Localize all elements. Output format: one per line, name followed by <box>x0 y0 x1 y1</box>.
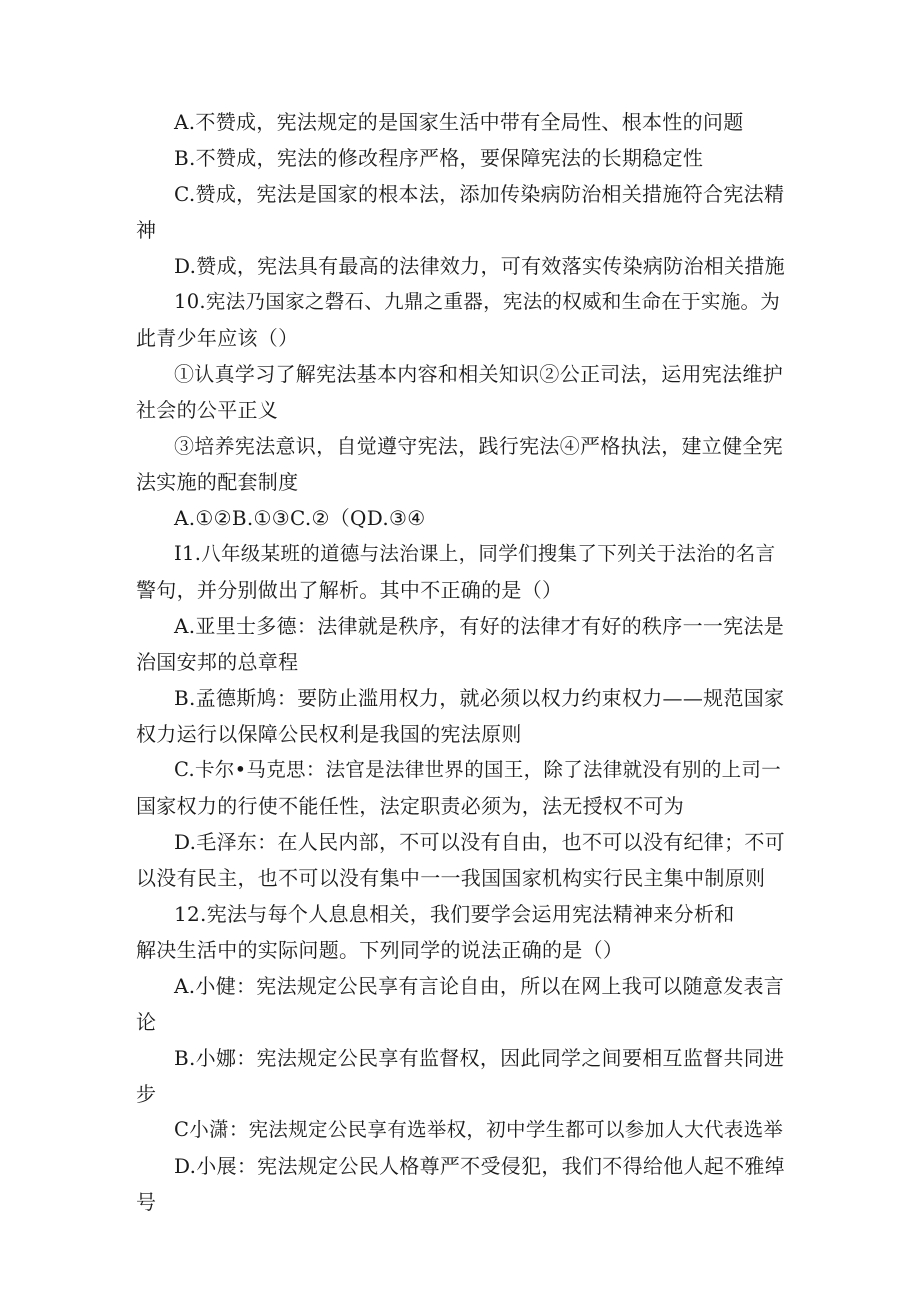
question-10-items-2: ③培养宪法意识，自觉遵守宪法，践行宪法④严格执法，建立健全宪 <box>174 434 783 458</box>
option-12b-cont: 步 <box>136 1082 157 1106</box>
question-10-items-2-cont: 法实施的配套制度 <box>136 470 299 494</box>
option-12d-cont: 号 <box>136 1190 157 1214</box>
question-11-stem: I1.八年级某班的道德与法治课上，同学们搜集了下列关于法治的名言 <box>174 542 776 565</box>
option-11d-cont: 以没有民主，也不可以没有集中一一我国国家机构实行民主集中制原则 <box>136 866 766 890</box>
option-12a: A.小健：宪法规定公民享有言论自由，所以在网上我可以随意发表言 <box>174 974 785 998</box>
question-10-stem-cont: 此青少年应该（） <box>136 326 299 350</box>
option-9a: A.不赞成，宪法规定的是国家生活中带有全局性、根本性的问题 <box>174 110 744 134</box>
question-10-stem: 10.宪法乃国家之磬石、九鼎之重器，宪法的权威和生命在于实施。为 <box>174 290 781 313</box>
option-9b: B.不赞成，宪法的修改程序严格，要保障宪法的长期稳定性 <box>174 146 704 170</box>
option-11b: B.孟德斯鸠：要防止滥用权力，就必须以权力约束权力——规范国家 <box>174 686 785 710</box>
option-12c: C小潇：宪法规定公民享有选举权，初中学生都可以参加人大代表选举 <box>174 1118 784 1141</box>
option-11b-cont: 权力运行以保障公民权利是我国的宪法原则 <box>136 722 522 746</box>
question-12-stem-cont: 解决生活中的实际问题。下列同学的说法正确的是（） <box>136 938 624 962</box>
option-9c: C.赞成，宪法是国家的根本法，添加传染病防治相关措施符合宪法精 <box>174 182 785 206</box>
option-12d: D.小展：宪法规定公民人格尊严不受侵犯，我们不得给他人起不雅绰 <box>174 1154 785 1178</box>
option-11c-cont: 国家权力的行使不能任性，法定职责必须为，法无授权不可为 <box>136 794 685 818</box>
option-11a-cont: 治国安邦的总章程 <box>136 650 299 674</box>
option-11a: A.亚里士多德：法律就是秩序，有好的法律才有好的秩序一一宪法是 <box>174 614 785 638</box>
question-11-stem-cont: 警句，并分别做出了解析。其中不正确的是（） <box>136 578 563 602</box>
option-12a-cont: 论 <box>136 1010 157 1034</box>
question-12-stem: 12.宪法与每个人息息相关，我们要学会运用宪法精神来分析和 <box>174 902 735 926</box>
option-12b: B.小娜：宪法规定公民享有监督权，因此同学之间要相互监督共同进 <box>174 1046 785 1070</box>
question-10-items-1: ①认真学习了解宪法基本内容和相关知识②公正司法，运用宪法维护 <box>174 362 783 386</box>
option-11c: C.卡尔•马克思：法官是法律世界的国王，除了法律就没有别的上司一 <box>174 758 782 781</box>
option-9c-cont: 神 <box>136 218 157 242</box>
option-9d: D.赞成，宪法具有最高的法律效力，可有效落实传染病防治相关措施 <box>174 254 785 278</box>
question-10-options: A.①②B.①③C.②（QD.③④ <box>174 506 426 530</box>
question-10-items-1-cont: 社会的公平正义 <box>136 398 279 422</box>
option-11d: D.毛泽东：在人民内部，不可以没有自由，也不可以没有纪律；不可 <box>174 830 785 854</box>
